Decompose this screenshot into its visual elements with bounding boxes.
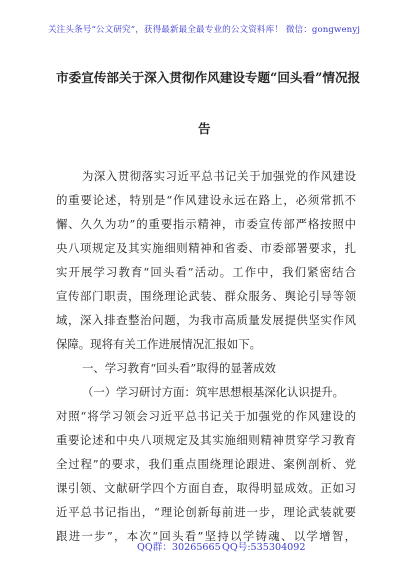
body-line: 全过程”的要求，我们重点围绕理论跟进、案例剖析、党 (56, 457, 356, 471)
body-line: 重要论述和中央八项规定及其实施细则精神贯穿学习教育 (56, 433, 356, 447)
body-line: 实开展学习教育“回头看”活动。工作中，我们紧密结合 (56, 265, 356, 279)
body-line: 课引领、文献研学四个方面自查，取得明显成效。正如习 (56, 481, 356, 495)
body-line: 懈、久久为功”的重要指示精神，市委宣传部严格按照中 (56, 217, 356, 231)
body-line: 对照“将学习领会习近平总书记关于加强党的作风建设的 (56, 409, 356, 423)
qq-group-number: QQ群：30265665 (137, 542, 221, 553)
qq-number: QQ号:535304092 (222, 542, 306, 553)
body-line: 的重要论述，特别是“作风建设永远在路上，必须常抓不 (56, 193, 356, 207)
body-line: 跟进一步”，本次“回头看”坚持以学铸魂、以学增智， (56, 529, 356, 543)
body-line: 央八项规定及其实施细则精神和省委、市委部署要求，扎 (56, 241, 356, 255)
body-line: 域，深入排查整治问题，为我市高质量发展提供坚实作风 (56, 313, 356, 327)
body-line: 为深入贯彻落实习近平总书记关于加强党的作风建设 (82, 169, 356, 183)
section-heading: 一、学习教育“回头看”取得的显著成效 (82, 361, 276, 375)
body-line: 宣传部门职责，围绕理论武装、群众服务、舆论引导等领 (56, 289, 356, 303)
promo-header: 关注头条号“公文研究”，获得最新最全最专业的公文资料库！ 微信：gongwenyj (47, 25, 361, 35)
document-title: 市委宣传部关于深入贯彻作风建设专题“回头看”情况报 (56, 70, 361, 85)
subsection-heading: （一）学习研讨方面：筑牢思想根基深化认识提升。 (82, 385, 344, 399)
document-title-continued: 告 (198, 121, 211, 136)
body-line: 近平总书记指出，“理论创新每前进一步，理论武装就要 (56, 505, 356, 519)
body-line: 保障。现将有关工作进展情况汇报如下。 (56, 337, 262, 351)
